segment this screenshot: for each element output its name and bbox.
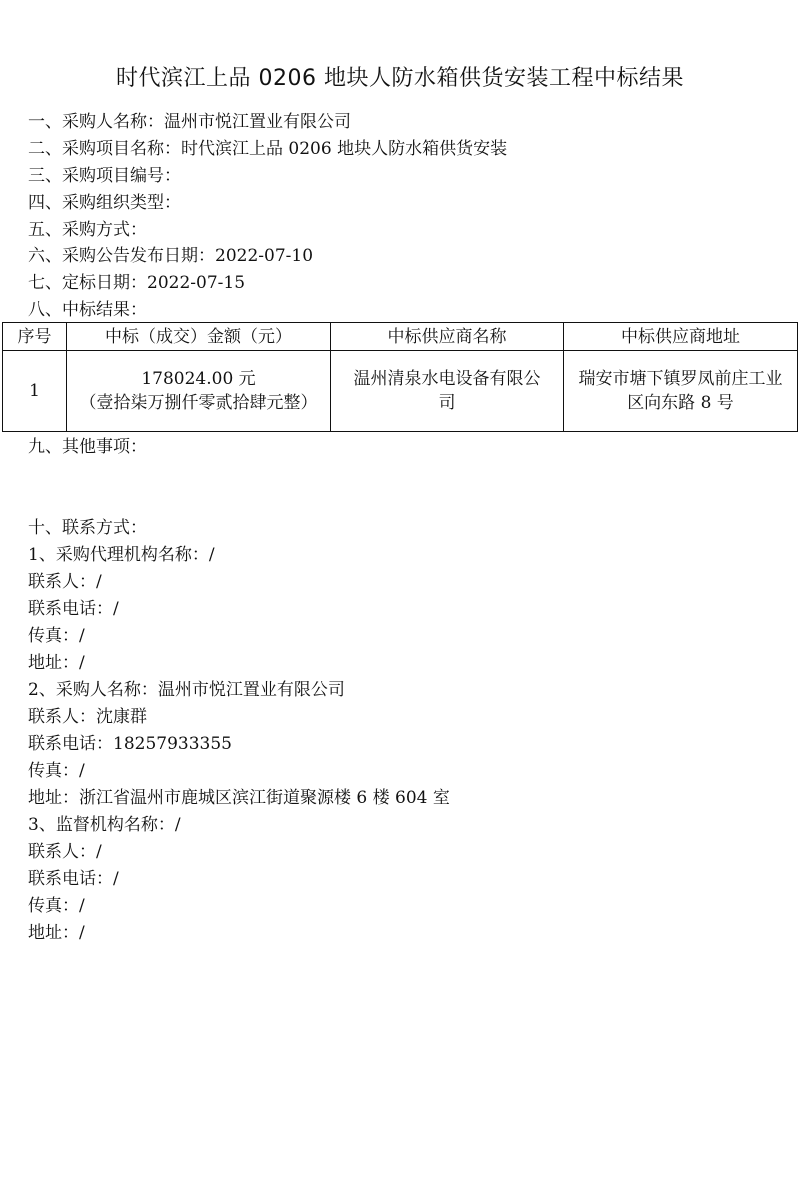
publish-date-line: 六、采购公告发布日期：2022-07-10	[28, 246, 314, 266]
header-supplier-name: 中标供应商名称	[331, 323, 564, 351]
agency-address: 地址：/	[28, 653, 85, 673]
cell-supplier-name: 温州清泉水电设备有限公司	[331, 351, 564, 432]
purchaser-name-line: 一、采购人名称：温州市悦江置业有限公司	[28, 112, 351, 132]
supervisor-fax: 传真：/	[28, 896, 85, 916]
agency-contact-person: 联系人：/	[28, 572, 102, 592]
project-number-line: 三、采购项目编号：	[28, 166, 181, 186]
document-title: 时代滨江上品 0206 地块人防水箱供货安装工程中标结果	[116, 66, 684, 91]
award-date-line: 七、定标日期：2022-07-15	[28, 273, 246, 293]
table-row	[3, 351, 798, 432]
other-matters-heading: 九、其他事项：	[28, 437, 147, 457]
procurement-method-line: 五、采购方式：	[28, 220, 147, 240]
purchaser-address: 地址：浙江省温州市鹿城区滨江街道聚源楼 6 楼 604 室	[28, 788, 450, 808]
purchaser-contact-person: 联系人：沈康群	[28, 707, 147, 727]
header-supplier-address: 中标供应商地址	[564, 323, 798, 351]
cell-supplier-address: 瑞安市塘下镇罗凤前庄工业区向东路 8 号	[564, 351, 798, 432]
cell-amount	[67, 351, 331, 432]
supervisor-contact-person: 联系人：/	[28, 842, 102, 862]
agency-fax: 传真：/	[28, 626, 85, 646]
award-result-table	[2, 322, 798, 432]
organization-type-line: 四、采购组织类型：	[28, 193, 181, 213]
purchaser-contact-name-line: 2、采购人名称：温州市悦江置业有限公司	[28, 680, 345, 700]
table-header-row	[3, 323, 798, 351]
header-index: 序号	[3, 323, 67, 351]
cell-index: 1	[3, 351, 67, 432]
header-amount: 中标（成交）金额（元）	[67, 323, 331, 351]
supervisor-name-line: 3、监督机构名称：/	[28, 815, 181, 835]
amount-in-words: （壹拾柒万捌仟零贰拾肆元整）	[79, 393, 318, 413]
agency-name-line: 1、采购代理机构名称：/	[28, 545, 215, 565]
result-heading: 八、中标结果：	[28, 300, 147, 320]
contact-heading: 十、联系方式：	[28, 518, 147, 538]
purchaser-phone: 联系电话：18257933355	[28, 734, 232, 754]
project-name-line: 二、采购项目名称：时代滨江上品 0206 地块人防水箱供货安装	[28, 139, 508, 159]
amount-figure: 178024.00 元	[141, 369, 256, 389]
supervisor-address: 地址：/	[28, 923, 85, 943]
purchaser-fax: 传真：/	[28, 761, 85, 781]
supervisor-phone: 联系电话：/	[28, 869, 119, 889]
agency-phone: 联系电话：/	[28, 599, 119, 619]
